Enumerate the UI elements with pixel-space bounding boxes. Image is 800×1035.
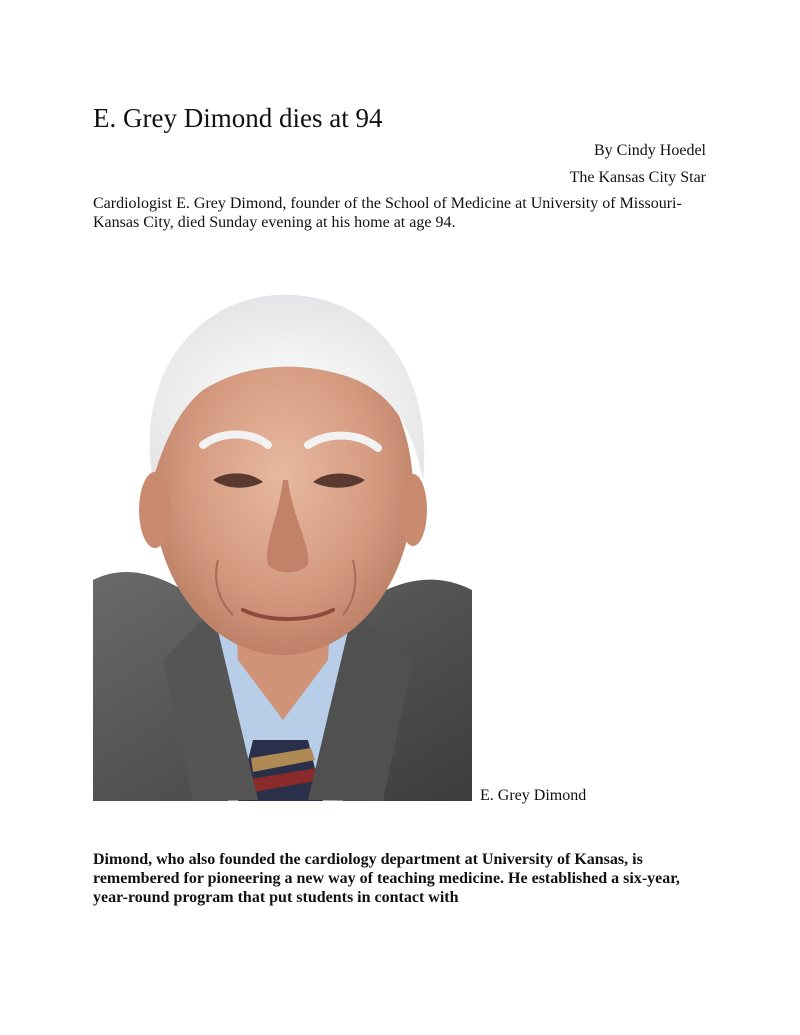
portrait-photo — [93, 280, 472, 801]
byline-publication: The Kansas City Star — [569, 169, 706, 186]
photo-caption: E. Grey Dimond — [480, 787, 587, 804]
article-body-paragraph: Dimond, who also founded the cardiology department at University of Kansas, is remembered for pioneering a new way of teaching medicine. He established a six-year, year-round program that put students in contact with — [93, 851, 680, 906]
byline-author: By Cindy Hoedel — [594, 142, 706, 159]
article-headline: E. Grey Dimond dies at 94 — [93, 103, 383, 133]
article-lede: Cardiologist E. Grey Dimond, founder of the School of Medicine at University of Missouri-Kansas City, died Sunday evening at his home at age 94. — [93, 195, 682, 231]
